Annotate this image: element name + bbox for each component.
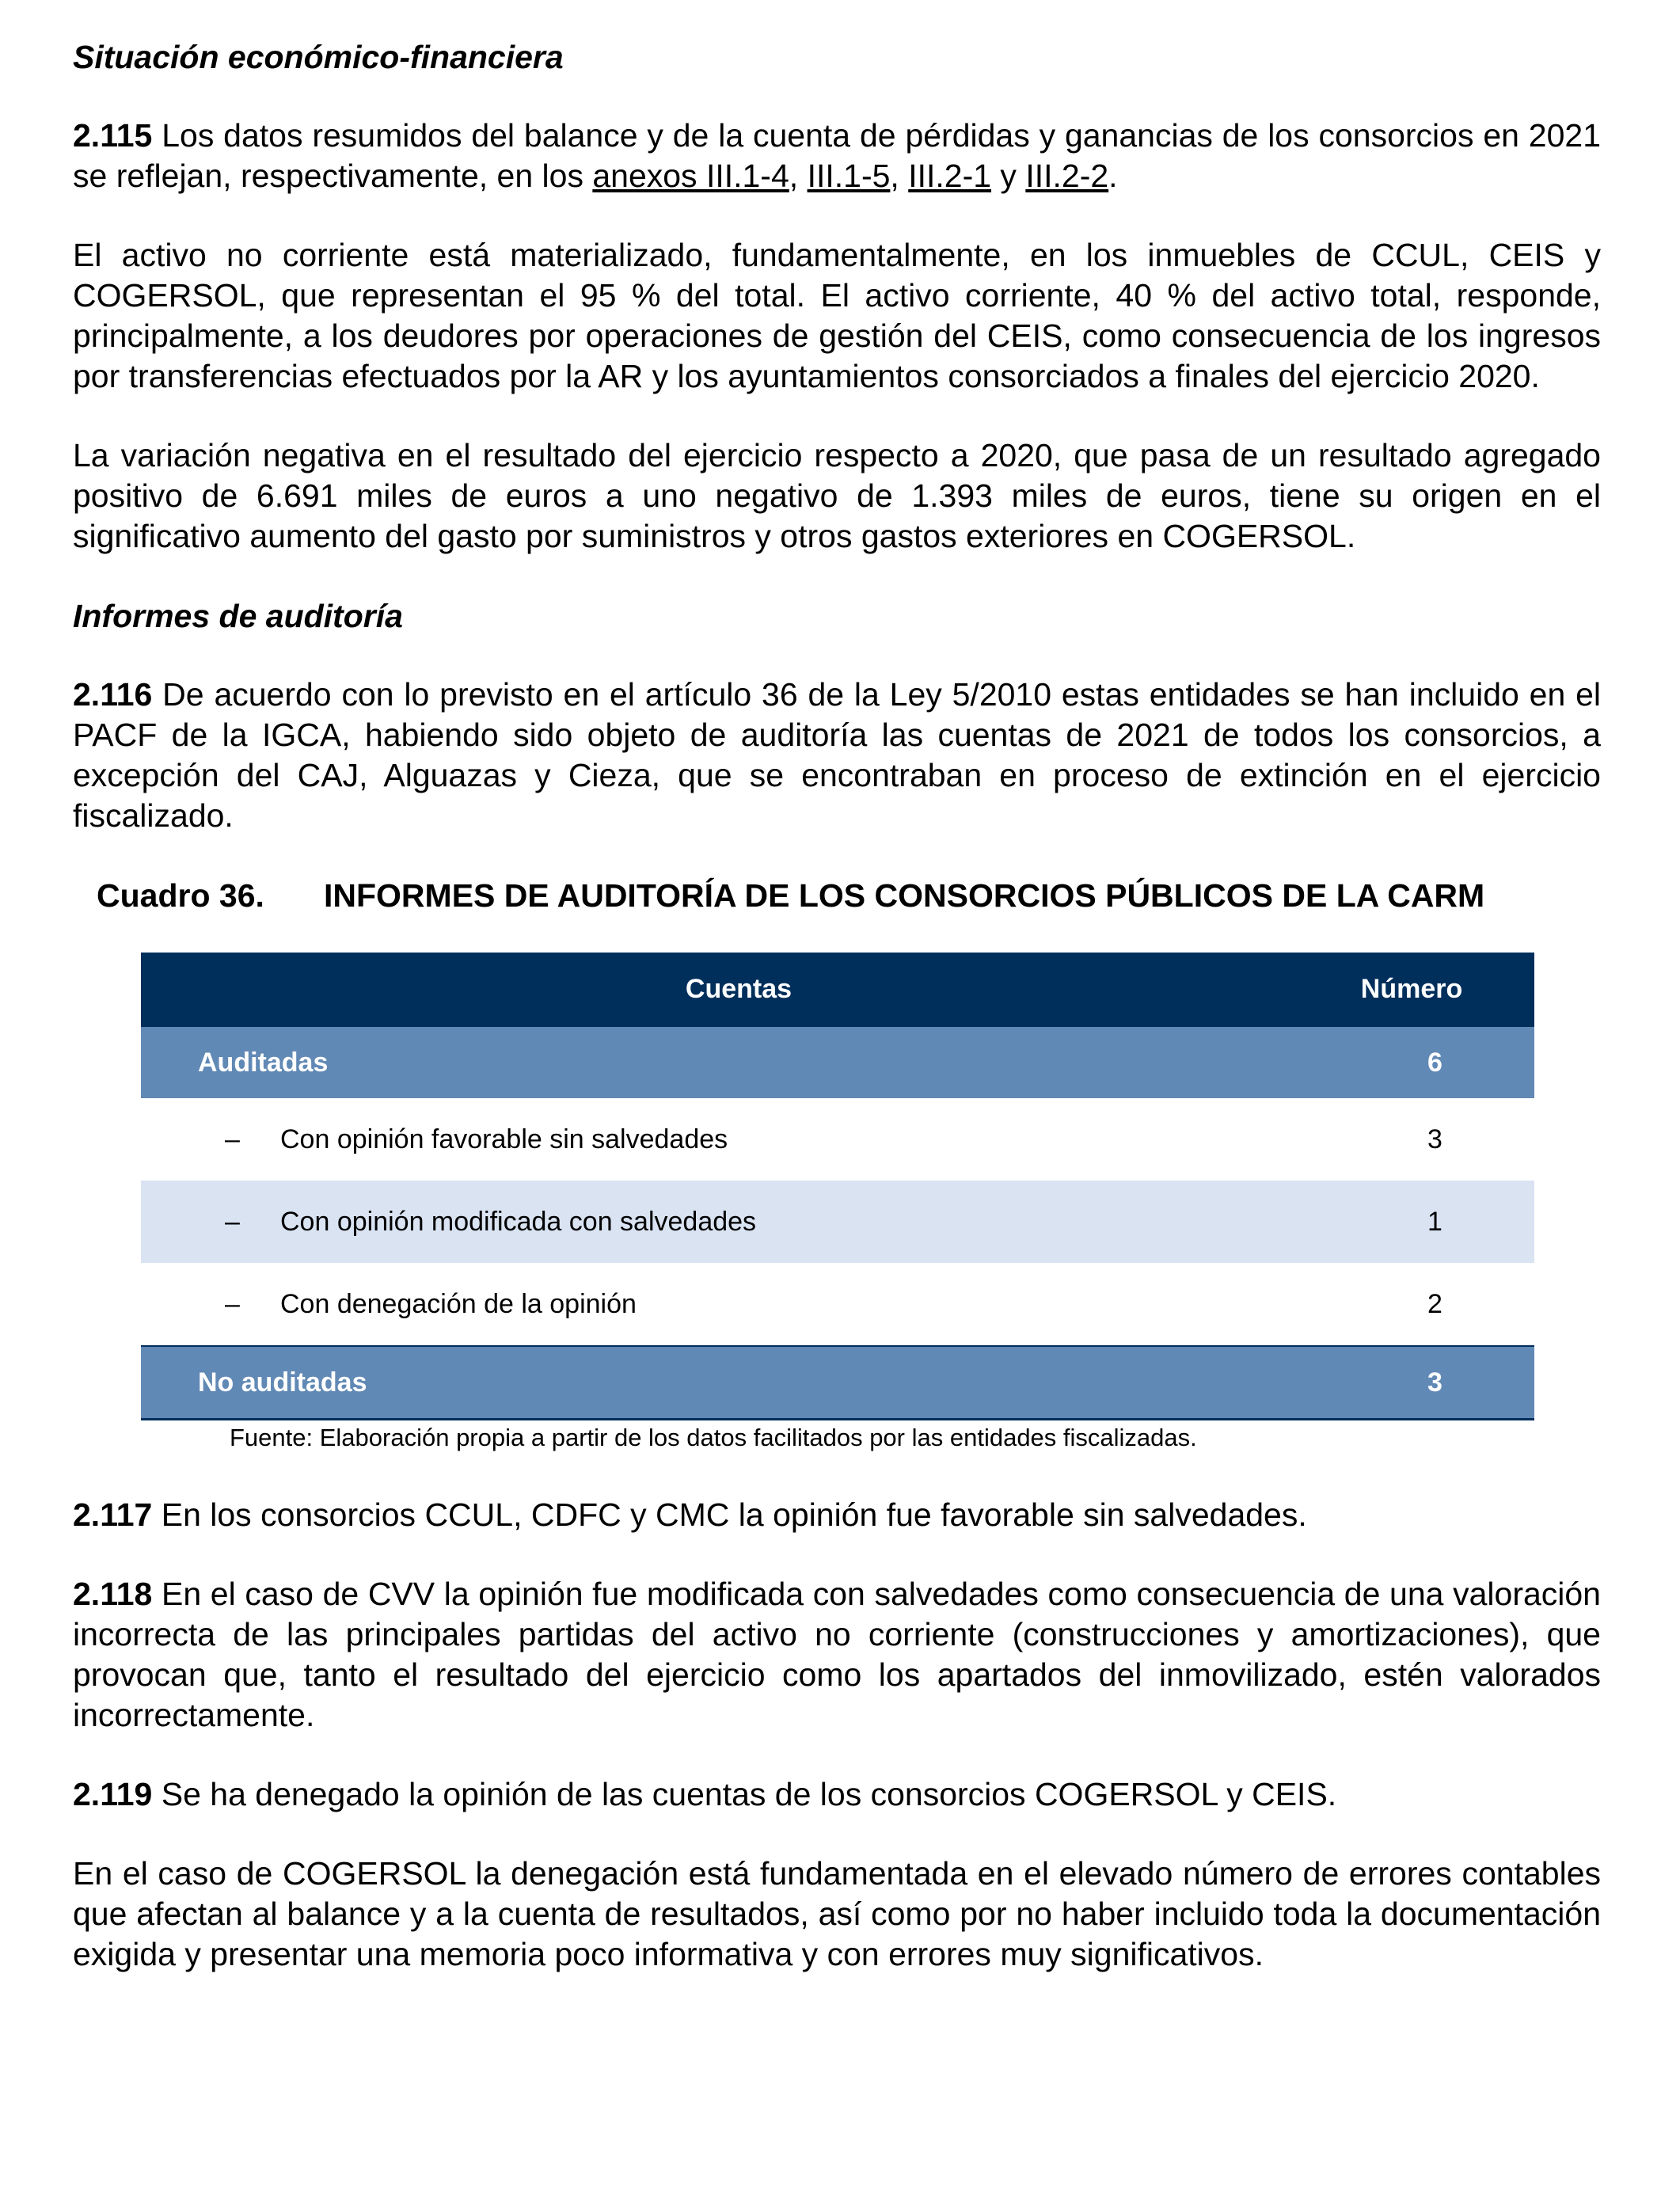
separator: . bbox=[1108, 158, 1118, 194]
row-value: 3 bbox=[1427, 1124, 1442, 1154]
paragraph-activo: El activo no corriente está materializado, fundamentalmente, en los inmuebles de CCUL, CEIS y COGERSOL, que representan el 95 % del total. El activo corriente, 40 % del activo total, responde, principalmente, a los deudores por operaciones de gestión del CEIS, como consecuencia de los ingresos por transferencias efectuados por la AR y los ayuntamientos consorciados a finales del ejercicio 2020. bbox=[73, 237, 1601, 394]
separator: y bbox=[991, 158, 1026, 194]
section-heading-audit: Informes de auditoría bbox=[73, 598, 403, 634]
table-source-note: Fuente: Elaboración propia a partir de los datos facilitados por las entidades fiscalizadas. bbox=[230, 1424, 1197, 1451]
table-header-row bbox=[141, 953, 1534, 1026]
paragraph-text: De acuerdo con lo previsto en el artículo 36 de la Ley 5/2010 estas entidades se han incluido en el PACF de la IGCA, habiendo sido objeto de auditoría las cuentas de 2021 de todos los consorcios, a excepción del CAJ, Alguazas y Cieza, que se encontraban en proceso de extinción en el ejercicio fiscalizado. bbox=[73, 676, 1601, 834]
table-row-auditadas bbox=[141, 1026, 1534, 1098]
row-value: 6 bbox=[1313, 1026, 1534, 1098]
row-label: Con opinión modificada con salvedades bbox=[280, 1206, 757, 1237]
row-value: 1 bbox=[1313, 1181, 1534, 1263]
row-label: No auditadas bbox=[141, 1346, 1313, 1420]
table-caption-label: Cuadro 36. bbox=[97, 877, 264, 914]
table-row-denegacion bbox=[141, 1263, 1534, 1346]
paragraph-number: 2.117 bbox=[73, 1496, 153, 1533]
paragraph-2-117 bbox=[73, 1495, 1601, 1535]
paragraph-number: 2.116 bbox=[73, 676, 153, 713]
table-row-favorable bbox=[141, 1098, 1534, 1181]
annex-link-iii-2-1[interactable]: III.2-1 bbox=[908, 158, 992, 194]
paragraph-2-119 bbox=[73, 1774, 1601, 1815]
table-caption-title: INFORMES DE AUDITORÍA DE LOS CONSORCIOS PÚBLICOS DE LA CARM bbox=[324, 877, 1485, 914]
paragraph-text: Los datos resumidos del balance y de la cuenta de pérdidas y ganancias de los consorcios en 2021 se reflejan, respectivamente, en los bbox=[73, 117, 1601, 194]
document-page bbox=[73, 36, 1601, 2014]
row-value: 3 bbox=[1313, 1346, 1534, 1420]
annex-link-iii-1-5[interactable]: III.1-5 bbox=[807, 158, 891, 194]
row-label: Con opinión favorable sin salvedades bbox=[280, 1124, 728, 1154]
row-value: 2 bbox=[1427, 1288, 1442, 1319]
row-label-cell bbox=[141, 1098, 1313, 1181]
dash-bullet: – bbox=[225, 1206, 240, 1237]
paragraph-text: Se ha denegado la opinión de las cuentas de los consorcios COGERSOL y CEIS. bbox=[152, 1776, 1337, 1812]
paragraph-2-118 bbox=[73, 1574, 1601, 1736]
table-caption bbox=[97, 875, 1601, 916]
section-heading-economic: Situación económico-financiera bbox=[73, 39, 564, 75]
paragraph-text: En el caso de CVV la opinión fue modificada con salvedades como consecuencia de una valoración incorrecta de las principales partidas del activo no corriente (construcciones y amortizaciones), que provocan que, tanto el resultado del ejercicio como los apartados del inmovilizado, estén valorados incorrectamente. bbox=[73, 1576, 1601, 1733]
paragraph-2-116 bbox=[73, 675, 1601, 836]
row-label: Con denegación de la opinión bbox=[280, 1288, 637, 1319]
audit-reports-table bbox=[141, 953, 1534, 1420]
paragraph-number: 2.119 bbox=[73, 1776, 153, 1812]
paragraph-cogersol: En el caso de COGERSOL la denegación está fundamentada en el elevado número de errores contables que afectan al balance y a la cuenta de resultados, así como por no haber incluido toda la documentación exigida y presentar una memoria poco informativa y con errores muy significativos. bbox=[73, 1855, 1601, 1972]
table-row-no-auditadas bbox=[141, 1346, 1534, 1420]
paragraph-text: En los consorcios CCUL, CDFC y CMC la opinión fue favorable sin salvedades. bbox=[152, 1496, 1307, 1533]
annex-link-iii-1-4[interactable]: anexos III.1-4 bbox=[592, 158, 789, 194]
row-label: Auditadas bbox=[141, 1026, 1313, 1098]
row-label-cell bbox=[141, 1181, 1313, 1263]
dash-bullet: – bbox=[225, 1124, 240, 1154]
row-label-cell bbox=[141, 1263, 1313, 1346]
paragraph-number: 2.115 bbox=[73, 117, 153, 154]
paragraph-variacion: La variación negativa en el resultado del ejercicio respecto a 2020, que pasa de un resultado agregado positivo de 6.691 miles de euros a uno negativo de 1.393 miles de euros, tiene su origen en el significativo aumento del gasto por suministros y otros gastos exteriores en COGERSOL. bbox=[73, 437, 1601, 554]
column-header-cuentas: Cuentas bbox=[141, 953, 1313, 1026]
separator: , bbox=[789, 158, 808, 194]
table-row-modificada bbox=[141, 1181, 1534, 1263]
column-header-numero: Número bbox=[1313, 953, 1534, 1026]
paragraph-2-115 bbox=[73, 116, 1601, 196]
separator: , bbox=[890, 158, 909, 194]
paragraph-number: 2.118 bbox=[73, 1576, 153, 1612]
dash-bullet: – bbox=[225, 1288, 240, 1319]
annex-link-iii-2-2[interactable]: III.2-2 bbox=[1025, 158, 1109, 194]
